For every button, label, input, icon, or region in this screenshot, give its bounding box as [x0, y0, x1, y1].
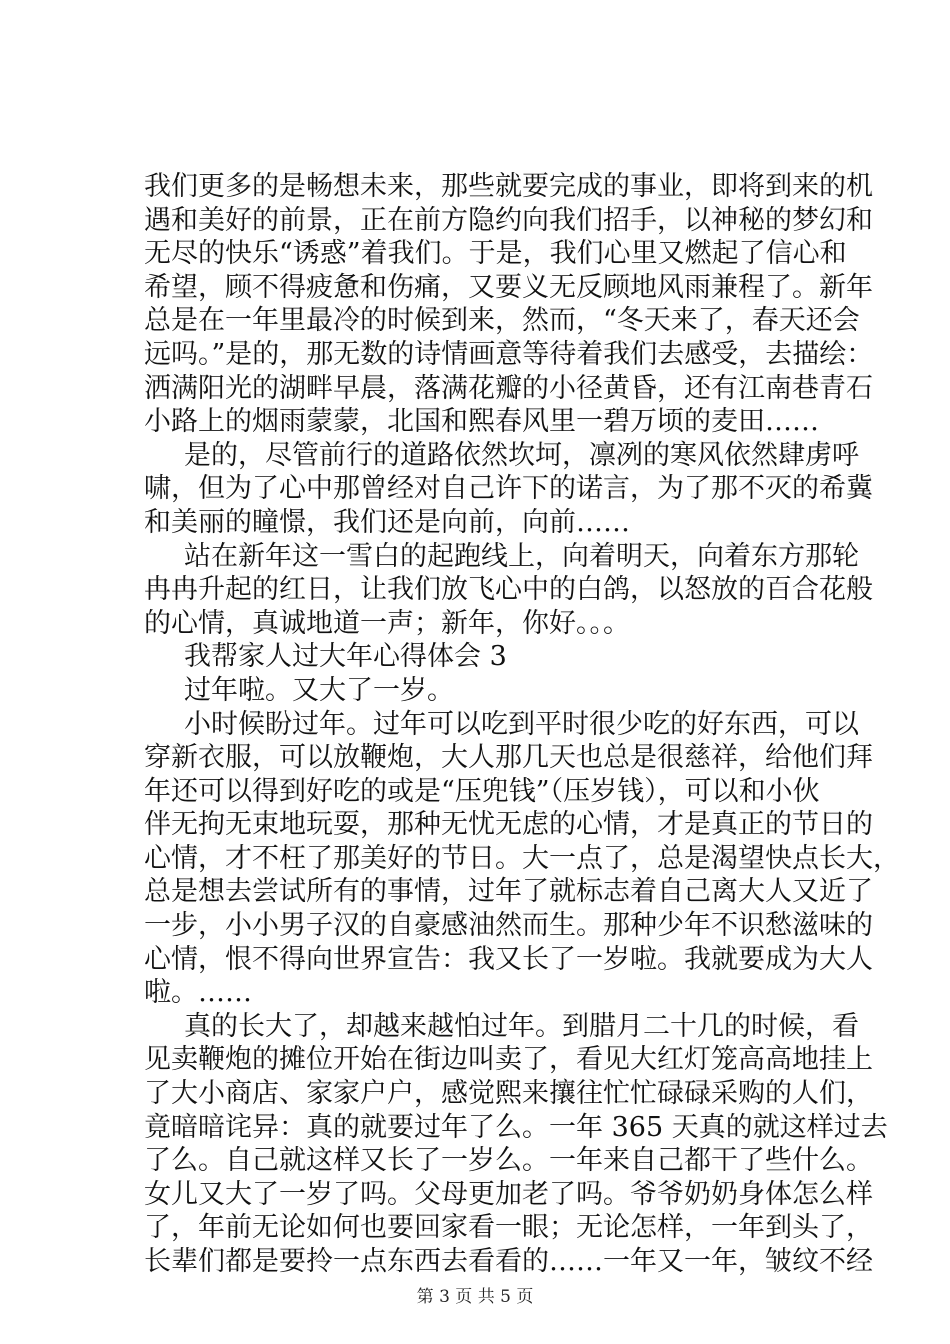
text-line: 心情，才不枉了那美好的节日。大一点了，总是渴望快点长大，: [144, 842, 900, 874]
text-line: 伴无拘无束地玩耍，那种无忧无虑的心情，才是真正的节日的: [144, 809, 873, 841]
text-line: 我们更多的是畅想未来，那些就要完成的事业，即将到来的机: [144, 171, 873, 202]
text-line: 总是想去尝试所有的事情，过年了就标志着自己离大人又近了: [144, 876, 873, 908]
text-line: 远吗。”是的，那无数的诗情画意等待着我们去感受，去描绘：: [144, 338, 874, 370]
page-number-footer: 第 3 页 共 5 页: [416, 1287, 534, 1307]
text-line: 了大小商店、家家户户，感觉熙来攘往忙忙碌碌采购的人们，: [144, 1078, 873, 1110]
text-line: 啸，但为了心中那曾经对自己许下的诺言，为了那不灭的希冀: [144, 473, 873, 505]
text-line: 希望，顾不得疲惫和伤痛，又要义无反顾地风雨兼程了。新年: [144, 271, 873, 303]
text-line: 竟暗暗诧异：真的就要过年了么。一年 365 天真的就这样过去: [144, 1111, 888, 1143]
paragraph-start-line: 过年啦。又大了一岁。: [184, 674, 454, 706]
paragraph-start-line: 小时候盼过年。过年可以吃到平时很少吃的好东西，可以: [184, 708, 859, 740]
text-line: 见卖鞭炮的摊位开始在街边叫卖了，看见大红灯笼高高地挂上: [144, 1044, 873, 1076]
text-line: 总是在一年里最冷的时候到来，然而，“冬天来了，春天还会: [144, 305, 860, 337]
paragraph-start-line: 是的，尽管前行的道路依然坎坷，凛冽的寒风依然肆虏呼: [184, 439, 859, 471]
text-line: 和美丽的瞳憬，我们还是向前，向前……: [144, 506, 630, 538]
text-line: 心情，恨不得向世界宣告：我又长了一岁啦。我就要成为大人: [144, 943, 873, 975]
text-line: 一步，小小男子汉的自豪感油然而生。那种少年不识愁滋味的: [144, 910, 873, 942]
text-line: 长辈们都是要拎一点东西去看看的……一年又一年，皱纹不经: [144, 1246, 873, 1277]
text-line: 了，年前无论如何也要回家看一眼；无论怎样，一年到头了，: [144, 1212, 873, 1244]
paragraph-start-line: 站在新年这一雪白的起跑线上，向着明天，向着东方那轮: [184, 540, 859, 572]
text-line: 小路上的烟雨蒙蒙，北国和熙春风里一碧万顷的麦田……: [144, 406, 819, 438]
text-line: 女儿又大了一岁了吗。父母更加老了吗。爷爷奶奶身体怎么样: [144, 1178, 873, 1210]
text-line: 年还可以得到好吃的或是“压兜钱”（压岁钱），可以和小伙: [144, 775, 820, 807]
text-line: 了么。自己就这样又长了一岁么。一年来自己都干了些什么。: [144, 1145, 873, 1177]
text-line: 的心情，真诚地道一声；新年，你好。。。: [144, 607, 630, 639]
section-heading: 我帮家人过大年心得体会 3: [184, 641, 507, 673]
text-line: 遇和美好的前景，正在前方隐约向我们招手，以神秘的梦幻和: [144, 204, 873, 236]
text-line: 冉冉升起的红日，让我们放飞心中的白鸽，以怒放的百合花般: [144, 574, 873, 606]
text-line: 穿新衣服，可以放鞭炮，大人那几天也总是很慈祥，给他们拜: [144, 742, 873, 774]
text-line: 洒满阳光的湖畔早晨，落满花瓣的小径黄昏，还有江南巷青石: [144, 372, 873, 404]
paragraph-start-line: 真的长大了，却越来越怕过年。到腊月二十几的时候，看: [184, 1010, 859, 1042]
text-line: 啦。……: [144, 977, 252, 1009]
text-line: 无尽的快乐“诱惑”着我们。于是，我们心里又燃起了信心和: [144, 238, 847, 270]
document-body: [144, 170, 900, 1279]
